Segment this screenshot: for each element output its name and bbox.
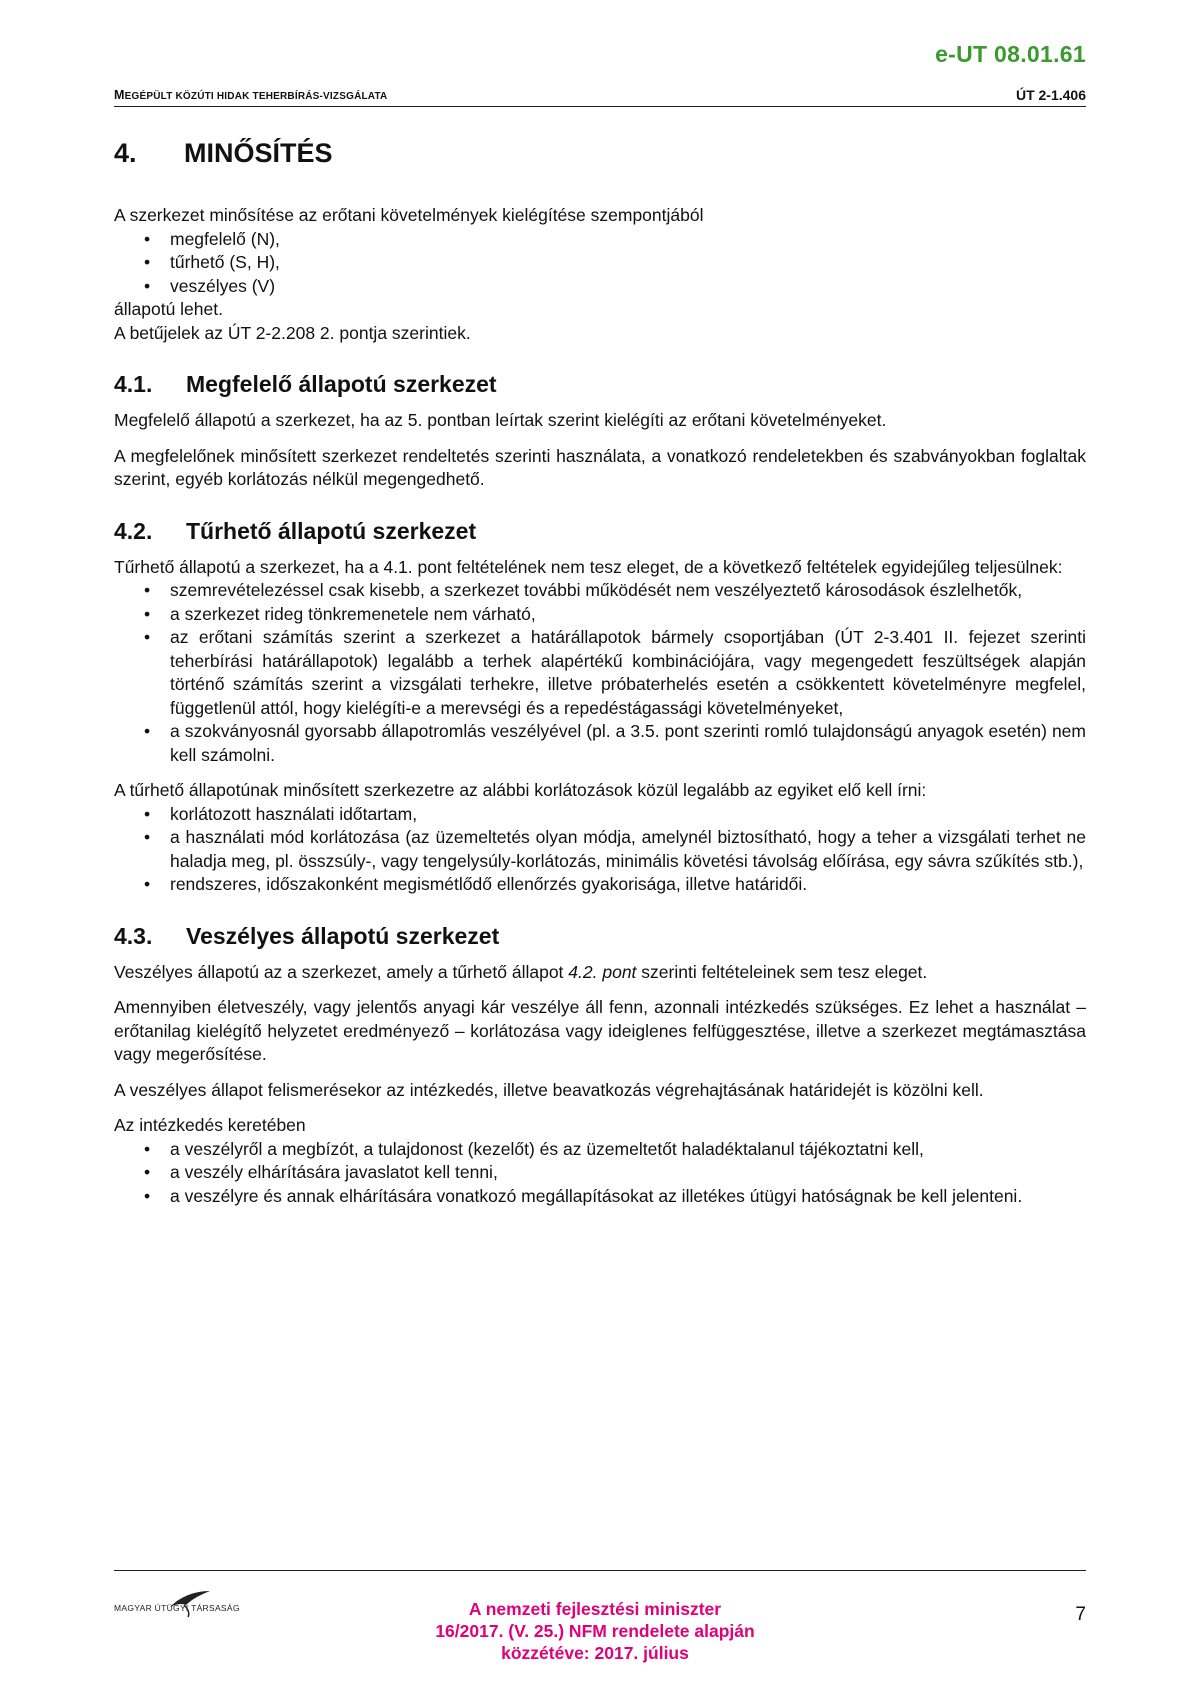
list-item: • a veszélyről a megbízót, a tulajdonost (kezelőt) és az üzemeltetőt haladéktalanul tájékoztatni kell,: [114, 1138, 1086, 1162]
paragraph: Veszélyes állapotú az a szerkezet, amely a tűrhető állapot 4.2. pont szerinti feltételeinek sem tesz eleget.: [114, 961, 928, 982]
running-header-title-initial: M: [114, 88, 125, 102]
running-header: [114, 84, 1086, 107]
running-header-title-rest: EGÉPÜLT KÖZÚTI HIDAK TEHERBÍRÁS-VIZSGÁLATA: [124, 91, 388, 102]
list-item: • megfelelő (N),: [114, 228, 1086, 252]
bullet-icon: •: [144, 627, 151, 647]
intro-section: [114, 204, 1086, 345]
list-item: • a szokványosnál gyorsabb állapotromlás veszélyével (pl. a 3.5. pont szerinti romló tulajdonságú anyagok esetén) nem kell számolni.: [144, 721, 1086, 765]
paragraph: Az intézkedés keretében: [114, 1115, 306, 1135]
bullet-icon: •: [144, 580, 151, 600]
section-4-2: [114, 516, 1086, 897]
paragraph: A veszélyes állapot felismerésekor az intézkedés, illetve beavatkozás végrehajtásának határidejét is közölni kell.: [114, 1079, 984, 1100]
running-header-standard: ÚT 2-1.406: [1015, 87, 1086, 103]
bullet-icon: •: [144, 1185, 151, 1206]
paragraph: Tűrhető állapotú a szerkezet, ha a 4.1. pont feltételének nem tesz eleget, de a következő feltételek egyidejűleg teljesülnek:: [114, 556, 1063, 577]
section-title: Tűrhető állapotú szerkezet: [186, 517, 477, 544]
section-number: 4.3.: [114, 922, 153, 949]
emphasis: 4.2. pont: [568, 961, 637, 982]
list-item: • szemrevételezéssel csak kisebb, a szerkezet további működését nem veszélyeztető károsodások észlelhetők,: [114, 579, 1086, 603]
list-item: • az erőtani számítás szerint a szerkezet a határállapotok bármely csoportjában (ÚT 2-3.401 II. fejezet szerinti teherbírási határállapotok) legalább a terhek alapértékű kombinációjára, vagy megengedett feszültségek alapján történő számítás szerint a vizsgálati terhekre, illetve próbaterhelés esetén a csökkentett követelményre megfelel, függetlenül attól, hogy kielégíti-e a merevségi és a repedéstágassági követelményeket,: [144, 627, 1086, 718]
section-title: Megfelelő állapotú szerkezet: [186, 371, 497, 397]
list-item: • rendszeres, időszakonként megismétlődő ellenőrzés gyakorisága, illetve határidői.: [114, 873, 1086, 897]
bullet-icon: •: [144, 228, 151, 249]
footer-note-line: 16/2017. (V. 25.) NFM rendelete alapján: [435, 1621, 755, 1641]
bullet-icon: •: [144, 721, 151, 741]
page-number: 7: [1075, 1604, 1086, 1625]
bullet-icon: •: [144, 874, 151, 894]
bullet-icon: •: [144, 275, 151, 296]
list-item: • a veszélyre és annak elhárítására vonatkozó megállapításokat az illetékes útügyi hatóságnak be kell jelenteni.: [114, 1185, 1086, 1209]
chapter-number: 4.: [114, 138, 137, 168]
bullet-icon: •: [144, 603, 151, 624]
section-title: Veszélyes állapotú szerkezet: [186, 922, 500, 949]
publisher-logo-text: MAGYAR ÚTÜGYI TÁRSASÁG: [114, 1603, 240, 1613]
list-item: • a használati mód korlátozása (az üzemeltetés olyan módja, amelynél biztosítható, hogy a teher a vizsgálati terhet ne haladja meg, pl. összsúly-, vagy tengelysúly-korlátozás, minimális követési távolság előírása, egy sávra szűkítés stb.),: [144, 827, 1086, 871]
bullet-icon: •: [144, 827, 151, 847]
page-content: [114, 136, 1086, 1228]
chapter-title: MINŐSÍTÉS: [184, 138, 333, 168]
list-item: • a szerkezet rideg tönkremenetele nem várható,: [114, 603, 1086, 627]
section-heading: [114, 369, 1086, 399]
chapter-heading: [114, 136, 1086, 170]
list-item: • tűrhető (S, H),: [114, 251, 1086, 275]
conditions-list: [114, 579, 1086, 767]
actions-list: [114, 1138, 1086, 1209]
section-heading: [114, 921, 1086, 951]
footer-publication-note: [0, 1598, 1190, 1664]
paragraph: Amennyiben életveszély, vagy jelentős anyagi kár veszélye áll fenn, azonnali intézkedés szükséges. Ez lehet a használat – erőtanilag kielégítő helyzetet eredményező – korlátozása vagy ideiglenes felfüggesztése, illetve a szerkezet megtámasztása vagy megerősítése.: [114, 997, 1086, 1064]
list-item: • korlátozott használati időtartam,: [114, 803, 1086, 827]
list-item: • a veszély elhárítására javaslatot kell tenni,: [114, 1161, 1086, 1185]
restrictions-list: [114, 803, 1086, 897]
bullet-icon: •: [144, 803, 151, 824]
bullet-icon: •: [144, 1162, 151, 1182]
running-header-title: [114, 88, 387, 102]
section-4-3: [114, 921, 1086, 1209]
intro-note: A betűjelek az ÚT 2-2.208 2. pontja szerintiek.: [114, 322, 471, 343]
section-number: 4.2.: [114, 517, 153, 544]
bullet-icon: •: [144, 252, 151, 272]
intro-list: [114, 228, 1086, 299]
bullet-icon: •: [144, 1138, 151, 1159]
paragraph: Megfelelő állapotú a szerkezet, ha az 5. pontban leírtak szerint kielégíti az erőtani követelményeket.: [114, 410, 887, 430]
section-number: 4.1.: [114, 371, 153, 397]
intro-lead: A szerkezet minősítése az erőtani követelmények kielégítése szempontjából: [114, 205, 704, 225]
footer-note-line: A nemzeti fejlesztési miniszter: [468, 1599, 722, 1619]
section-4-1: [114, 369, 1086, 492]
paragraph: A tűrhető állapotúnak minősített szerkezetre az alábbi korlátozások közül legalább az egyiket elő kell írni:: [114, 780, 927, 800]
paragraph: A megfelelőnek minősített szerkezet rendeltetés szerinti használata, a vonatkozó rendeletekben és szabványokban foglaltak szerint, egyéb korlátozás nélkül megengedhető.: [114, 445, 1086, 489]
list-item: • veszélyes (V): [114, 275, 1086, 299]
intro-tail: állapotú lehet.: [114, 299, 223, 319]
section-heading: [114, 516, 1086, 546]
document-code: e-UT 08.01.61: [935, 41, 1086, 67]
footer-divider: [114, 1570, 1086, 1571]
footer-note-line: közzétéve: 2017. július: [501, 1643, 689, 1663]
